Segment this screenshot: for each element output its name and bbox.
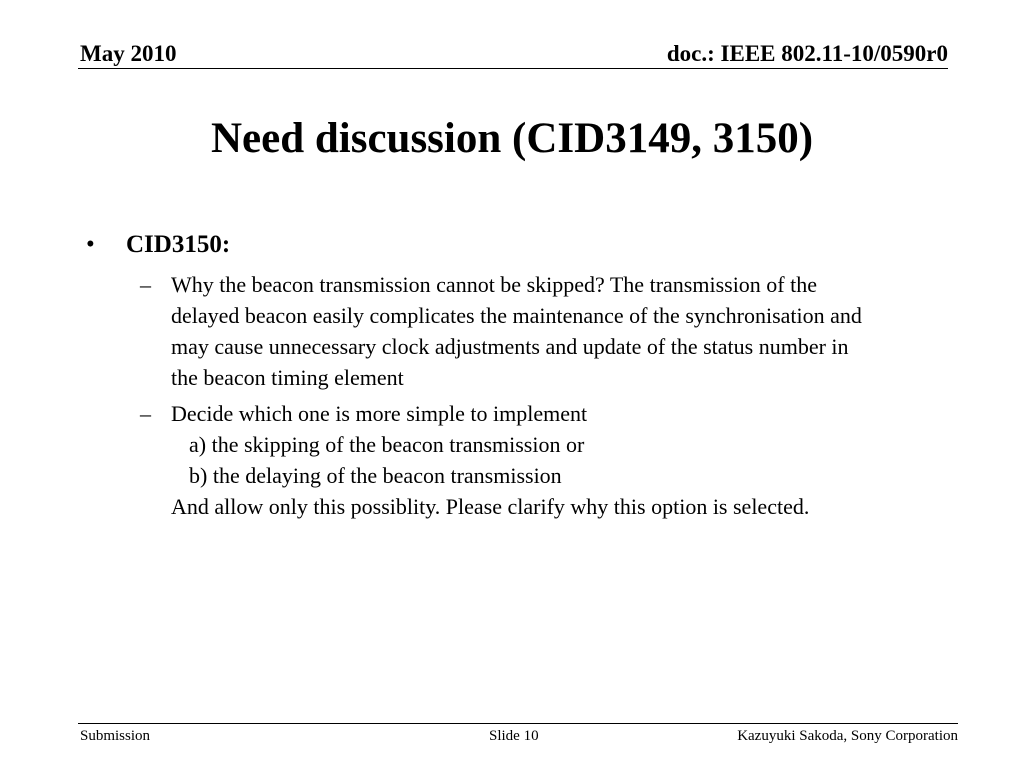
closing-line: And allow only this possiblity. Please clarify why this option is selected.: [171, 494, 810, 519]
sub-item-text: [171, 398, 809, 522]
option-a: a) the skipping of the beacon transmission or: [189, 432, 585, 457]
text-line: Decide which one is more simple to implement: [171, 401, 588, 426]
footer-submission: Submission: [80, 728, 151, 744]
slide-title: Need discussion (CID3149, 3150): [210, 115, 814, 162]
footer-divider: [78, 723, 958, 724]
option-b: b) the delaying of the beacon transmission: [189, 463, 562, 488]
footer-slide-number: Slide 10: [489, 728, 539, 744]
text-line: the beacon timing element: [171, 365, 404, 390]
header-doc-id: doc.: IEEE 802.11-10/0590r0: [666, 41, 948, 66]
dash-icon: –: [140, 401, 151, 426]
header-date: May 2010: [80, 41, 177, 66]
text-line: may cause unnecessary clock adjustments and update of the status number in: [171, 334, 849, 359]
header-divider: [78, 68, 948, 69]
text-line: delayed beacon easily complicates the maintenance of the synchronisation and: [171, 303, 862, 328]
dash-icon: –: [140, 272, 151, 297]
bullet-label: CID3150:: [126, 231, 231, 258]
sub-item-text: [171, 269, 862, 393]
bullet-icon: •: [86, 231, 95, 258]
bullet-cid3150: [86, 229, 230, 261]
footer-author: Kazuyuki Sakoda, Sony Corporation: [737, 728, 958, 744]
sub-item-decide: [140, 398, 809, 522]
sub-item-skipped-question: [140, 269, 862, 393]
text-line: Why the beacon transmission cannot be skipped? The transmission of the: [171, 272, 818, 297]
